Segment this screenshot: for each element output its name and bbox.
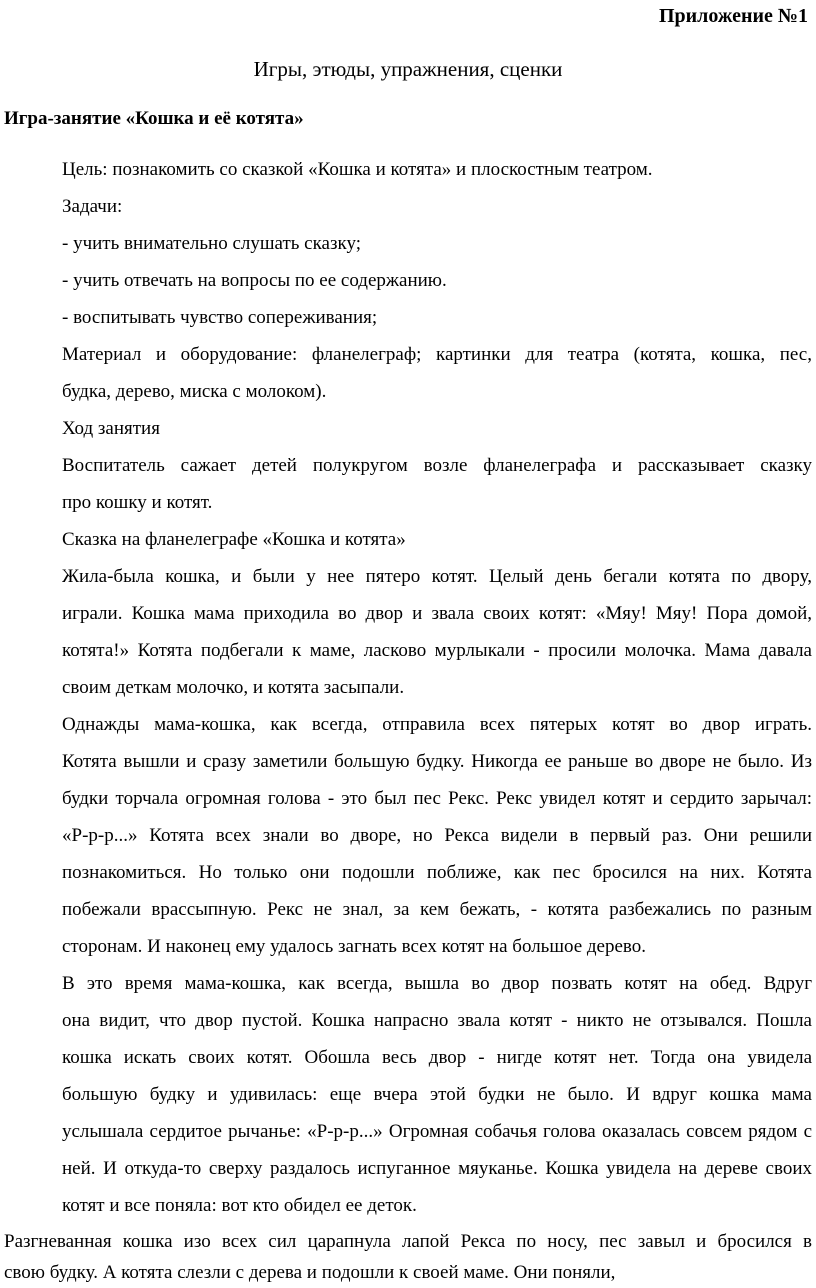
appendix-label: Приложение №1: [658, 5, 808, 27]
paragraph: [4, 188, 812, 225]
paragraph-line: большую будку и удивилась: еще вчера этой будки не было. И вдруг кошка мама: [62, 1084, 812, 1105]
paragraph-line: Котята вышли и сразу заметили большую будку. Никогда ее раньше во дворе не было. Из: [62, 751, 812, 772]
paragraph-line: своим деткам молочко, и котята засыпали.: [62, 677, 405, 698]
paragraph-line: - воспитывать чувство сопереживания;: [62, 307, 378, 328]
paragraph-line: свою будку. А котята слезли с дерева и подошли к своей маме. Они поняли,: [4, 1262, 616, 1283]
paragraph-line: будки торчала огромная голова - это был пес Рекс. Рекс увидел котят и сердито зарычал:: [62, 788, 812, 809]
paragraph-line: Однажды мама-кошка, как всегда, отправила всех пятерых котят во двор играть.: [62, 714, 812, 735]
paragraph: [4, 521, 812, 558]
section-heading: Игра-занятие «Кошка и её котята»: [4, 108, 304, 129]
paragraph-line: играли. Кошка мама приходила во двор и звала своих котят: «Мяу! Мяу! Пора домой,: [62, 603, 812, 624]
paragraph: [4, 336, 812, 410]
paragraph: [4, 225, 812, 262]
paragraph-line: котят и все поняла: вот кто обидел ее деток.: [62, 1195, 417, 1216]
paragraph-line: про кошку и котят.: [62, 492, 213, 513]
paragraph: [4, 558, 812, 706]
paragraph-line: кошка искать своих котят. Обошла весь двор - нигде котят нет. Тогда она увидела: [62, 1047, 812, 1068]
paragraph-line: Цель: познакомить со сказкой «Кошка и котята» и плоскостным театром.: [62, 159, 653, 180]
paragraph: [4, 299, 812, 336]
paragraph-line: познакомиться. Но только они подошли поближе, как пес бросился на них. Котята: [62, 862, 812, 883]
paragraph-line: В это время мама-кошка, как всегда, вышла во двор позвать котят на обед. Вдруг: [62, 973, 812, 994]
paragraph-line: Задачи:: [62, 196, 123, 217]
paragraph-line: «Р-р-р...» Котята всех знали во дворе, но Рекса видели в первый раз. Они решили: [62, 825, 812, 846]
paragraph-line: - учить внимательно слушать сказку;: [62, 233, 361, 254]
paragraph-line: сторонам. И наконец ему удалось загнать всех котят на большое дерево.: [62, 936, 647, 957]
document-body: [4, 151, 812, 1288]
paragraph-line: Материал и оборудование: фланелеграф; картинки для театра (котята, кошка, пес,: [62, 344, 812, 365]
document-title: Игры, этюды, упражнения, сценки: [253, 57, 563, 81]
paragraph: [4, 151, 812, 188]
paragraph-line: Сказка на фланелеграфе «Кошка и котята»: [62, 529, 406, 550]
paragraph-line: Жила-была кошка, и были у нее пятеро котят. Целый день бегали котята по двору,: [62, 566, 812, 587]
paragraph-line: Разгневанная кошка изо всех сил царапнула лапой Рекса по носу, пес завыл и бросился в: [4, 1231, 812, 1252]
paragraph-line: побежали врассыпную. Рекс не знал, за кем бежать, - котята разбежались по разным: [62, 899, 812, 920]
paragraph: [4, 447, 812, 521]
paragraph: [4, 262, 812, 299]
paragraph-line: - учить отвечать на вопросы по ее содержанию.: [62, 270, 447, 291]
paragraph-line: она видит, что двор пустой. Кошка напрасно звала котят - никто не отзывался. Пошла: [62, 1010, 812, 1031]
paragraph-line: Воспитатель сажает детей полукругом возле фланелеграфа и рассказывает сказку: [62, 455, 812, 476]
paragraph-line: услышала сердитое рычанье: «Р-р-р...» Огромная собачья голова оказалась совсем рядом с: [62, 1121, 812, 1142]
paragraph-line: котята!» Котята подбегали к маме, ласково мурлыкали - просили молочка. Мама давала: [62, 640, 812, 661]
paragraph: [4, 706, 812, 965]
paragraph: [4, 1226, 812, 1288]
paragraph: [4, 965, 812, 1224]
paragraph-line: Ход занятия: [62, 418, 160, 439]
paragraph: [4, 410, 812, 447]
paragraph-line: будка, дерево, миска с молоком).: [62, 381, 327, 402]
paragraph-line: ней. И откуда-то сверху раздалось испуганное мяуканье. Кошка увидела на дереве своих: [62, 1158, 812, 1179]
